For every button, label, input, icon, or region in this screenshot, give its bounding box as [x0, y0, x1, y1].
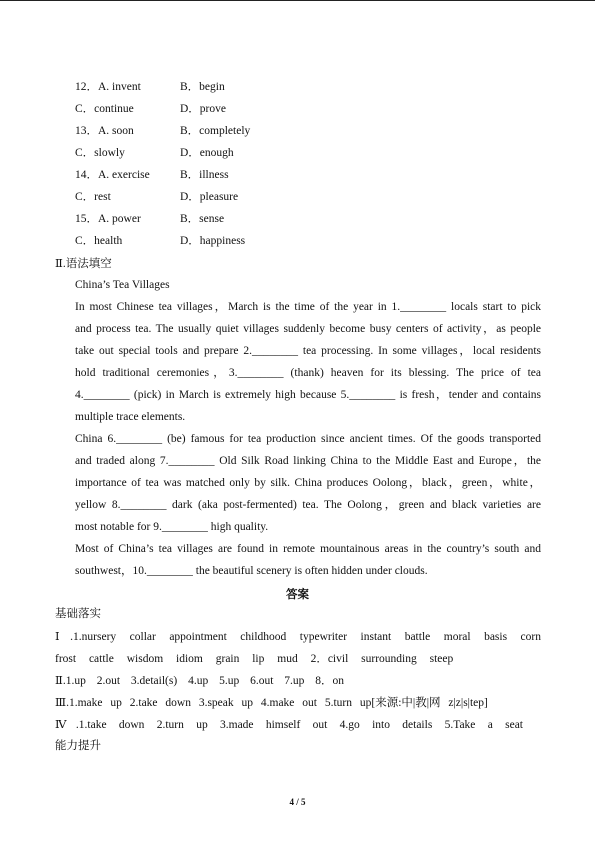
- option-b: D．happiness: [180, 235, 246, 247]
- option-b: B．illness: [180, 169, 229, 181]
- answer-line: Ⅱ.1.up 2.out 3.detail(s) 4.up 5.up 6.out 7.up 8．on: [55, 675, 345, 687]
- answer-line: Ⅲ.1.make up 2.take down 3.speak up 4.make out 5.turn up[来源:中|教|网 z|z|s|tep]: [55, 697, 488, 709]
- answers-footer-label: 能力提升: [55, 740, 101, 752]
- option-a: C．rest: [75, 191, 111, 203]
- passage-line: most notable for 9.________ high quality.: [75, 521, 269, 533]
- answers-subheading: 基础落实: [55, 608, 101, 620]
- option-a: 12．A. invent: [75, 81, 141, 93]
- answer-line: Ⅰ.1.nursery collar appointment childhood typewriter instant battle moral basis corn: [55, 631, 541, 643]
- page-number: 4 / 5: [289, 797, 306, 807]
- answer-line: frost cattle wisdom idiom grain lip mud 2．civil surrounding steep: [55, 653, 454, 665]
- answer-line: Ⅳ.1.take down 2.turn up 3.made himself out 4.go into details 5.Take a seat: [55, 719, 523, 731]
- option-a: C．slowly: [75, 147, 125, 159]
- option-a: C．continue: [75, 103, 134, 115]
- option-b: B．completely: [180, 125, 251, 137]
- passage-line: southwest，10.________ the beautiful scenery is often hidden under clouds.: [75, 565, 428, 577]
- passage-line: hold traditional ceremonies，3.________ (thank) heaven for its blessing. The price of tea: [75, 367, 541, 379]
- passage-line: yellow 8.________ dark (aka post-fermented) tea. The Oolong，green and black varieties are: [75, 499, 541, 511]
- option-b: D．prove: [180, 103, 226, 115]
- option-b: D．pleasure: [180, 191, 239, 203]
- passage-line: and process tea. The usually quiet villages suddenly become busy centers of activity，as people: [75, 323, 541, 335]
- option-a: 15．A. power: [75, 213, 141, 225]
- passage-line: multiple trace elements.: [75, 411, 186, 423]
- option-a: 13．A. soon: [75, 125, 134, 137]
- passage-line: importance of tea was matched only by silk. China produces Oolong，black，green，white，: [75, 477, 541, 489]
- option-a: 14．A. exercise: [75, 169, 150, 181]
- option-a: C．health: [75, 235, 123, 247]
- passage-line: China 6.________ (be) famous for tea production since ancient times. Of the goods transported: [75, 433, 541, 445]
- answers-heading: 答案: [286, 589, 309, 601]
- passage-title: China’s Tea Villages: [75, 279, 170, 291]
- passage-line: Most of China’s tea villages are found in remote mountainous areas in the country’s south and: [75, 543, 541, 555]
- section-heading: Ⅱ.语法填空: [55, 258, 112, 270]
- passage-line: take out special tools and prepare 2.________ tea processing. In some villages，local residents: [75, 345, 541, 357]
- option-b: D．enough: [180, 147, 234, 159]
- option-b: B．begin: [180, 81, 225, 93]
- option-b: B．sense: [180, 213, 225, 225]
- passage-line: In most Chinese tea villages，March is the time of the year in 1.________ locals start to pick: [75, 301, 541, 313]
- passage-line: and traded along 7.________ Old Silk Road linking China to the Middle East and Europe，the: [75, 455, 541, 467]
- passage-line: 4.________ (pick) in March is extremely high because 5.________ is fresh，tender and contains: [75, 389, 541, 401]
